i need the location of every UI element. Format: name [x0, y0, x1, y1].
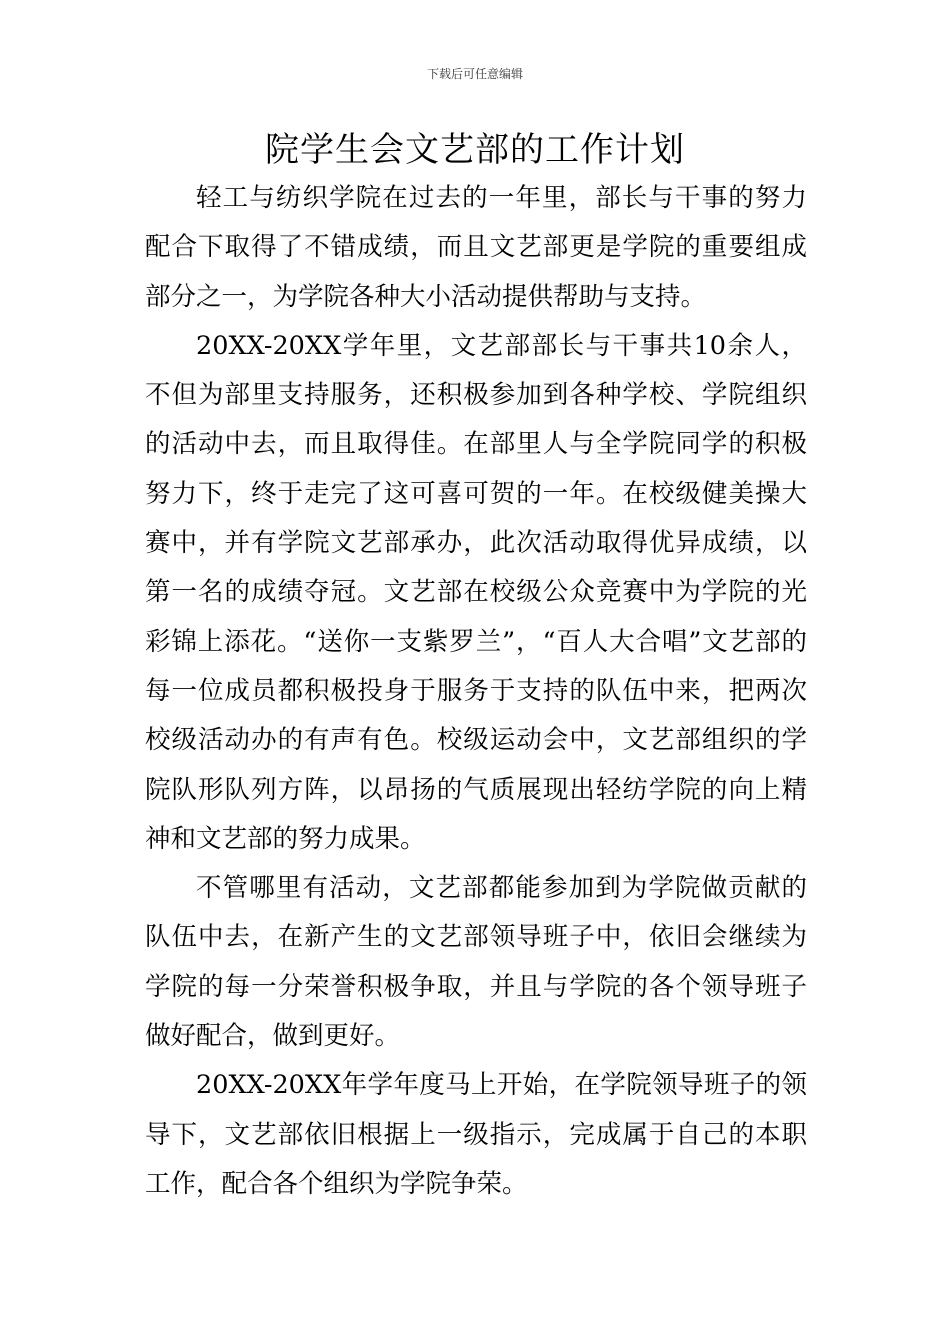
document-body [145, 174, 807, 1209]
paragraph-2: 20XX-20XX学年里，文艺部部长与干事共10余人，不但为部里支持服务，还积极参加到各种学校、学院组织的活动中去，而且取得佳。在部里人与全学院同学的积极努力下，终于走完了这可喜可贺的一年。在校级健美操大赛中，并有学院文艺部承办，此次活动取得优异成绩，以第一名的成绩夺冠。文艺部在校级公众竞赛中为学院的光彩锦上添花。“送你一支紫罗兰”，“百人大合唱”文艺部的每一位成员都积极投身于服务于支持的队伍中来，把两次校级活动办的有声有色。校级运动会中，文艺部组织的学院队形队列方阵，以昂扬的气质展现出轻纺学院的向上精神和文艺部的努力成果。 [145, 330, 807, 854]
paragraph-3: 不管哪里有活动，文艺部都能参加到为学院做贡献的队伍中去，在新产生的文艺部领导班子中，依旧会继续为学院的每一分荣誉积极争取，并且与学院的各个领导班子做好配合，做到更好。 [145, 873, 807, 1052]
header-note: 下载后可任意编辑 [426, 67, 523, 81]
paragraph-1: 轻工与纺织学院在过去的一年里，部长与干事的努力配合下取得了不错成绩，而且文艺部更是学院的重要组成部分之一，为学院各种大小活动提供帮助与支持。 [145, 183, 807, 312]
paragraph-4: 20XX-20XX年学年度马上开始，在学院领导班子的领导下，文艺部依旧根据上一级指示，完成属于自己的本职工作，配合各个组织为学院争荣。 [145, 1070, 807, 1199]
document-title: 院学生会文艺部的工作计划 [265, 130, 685, 170]
